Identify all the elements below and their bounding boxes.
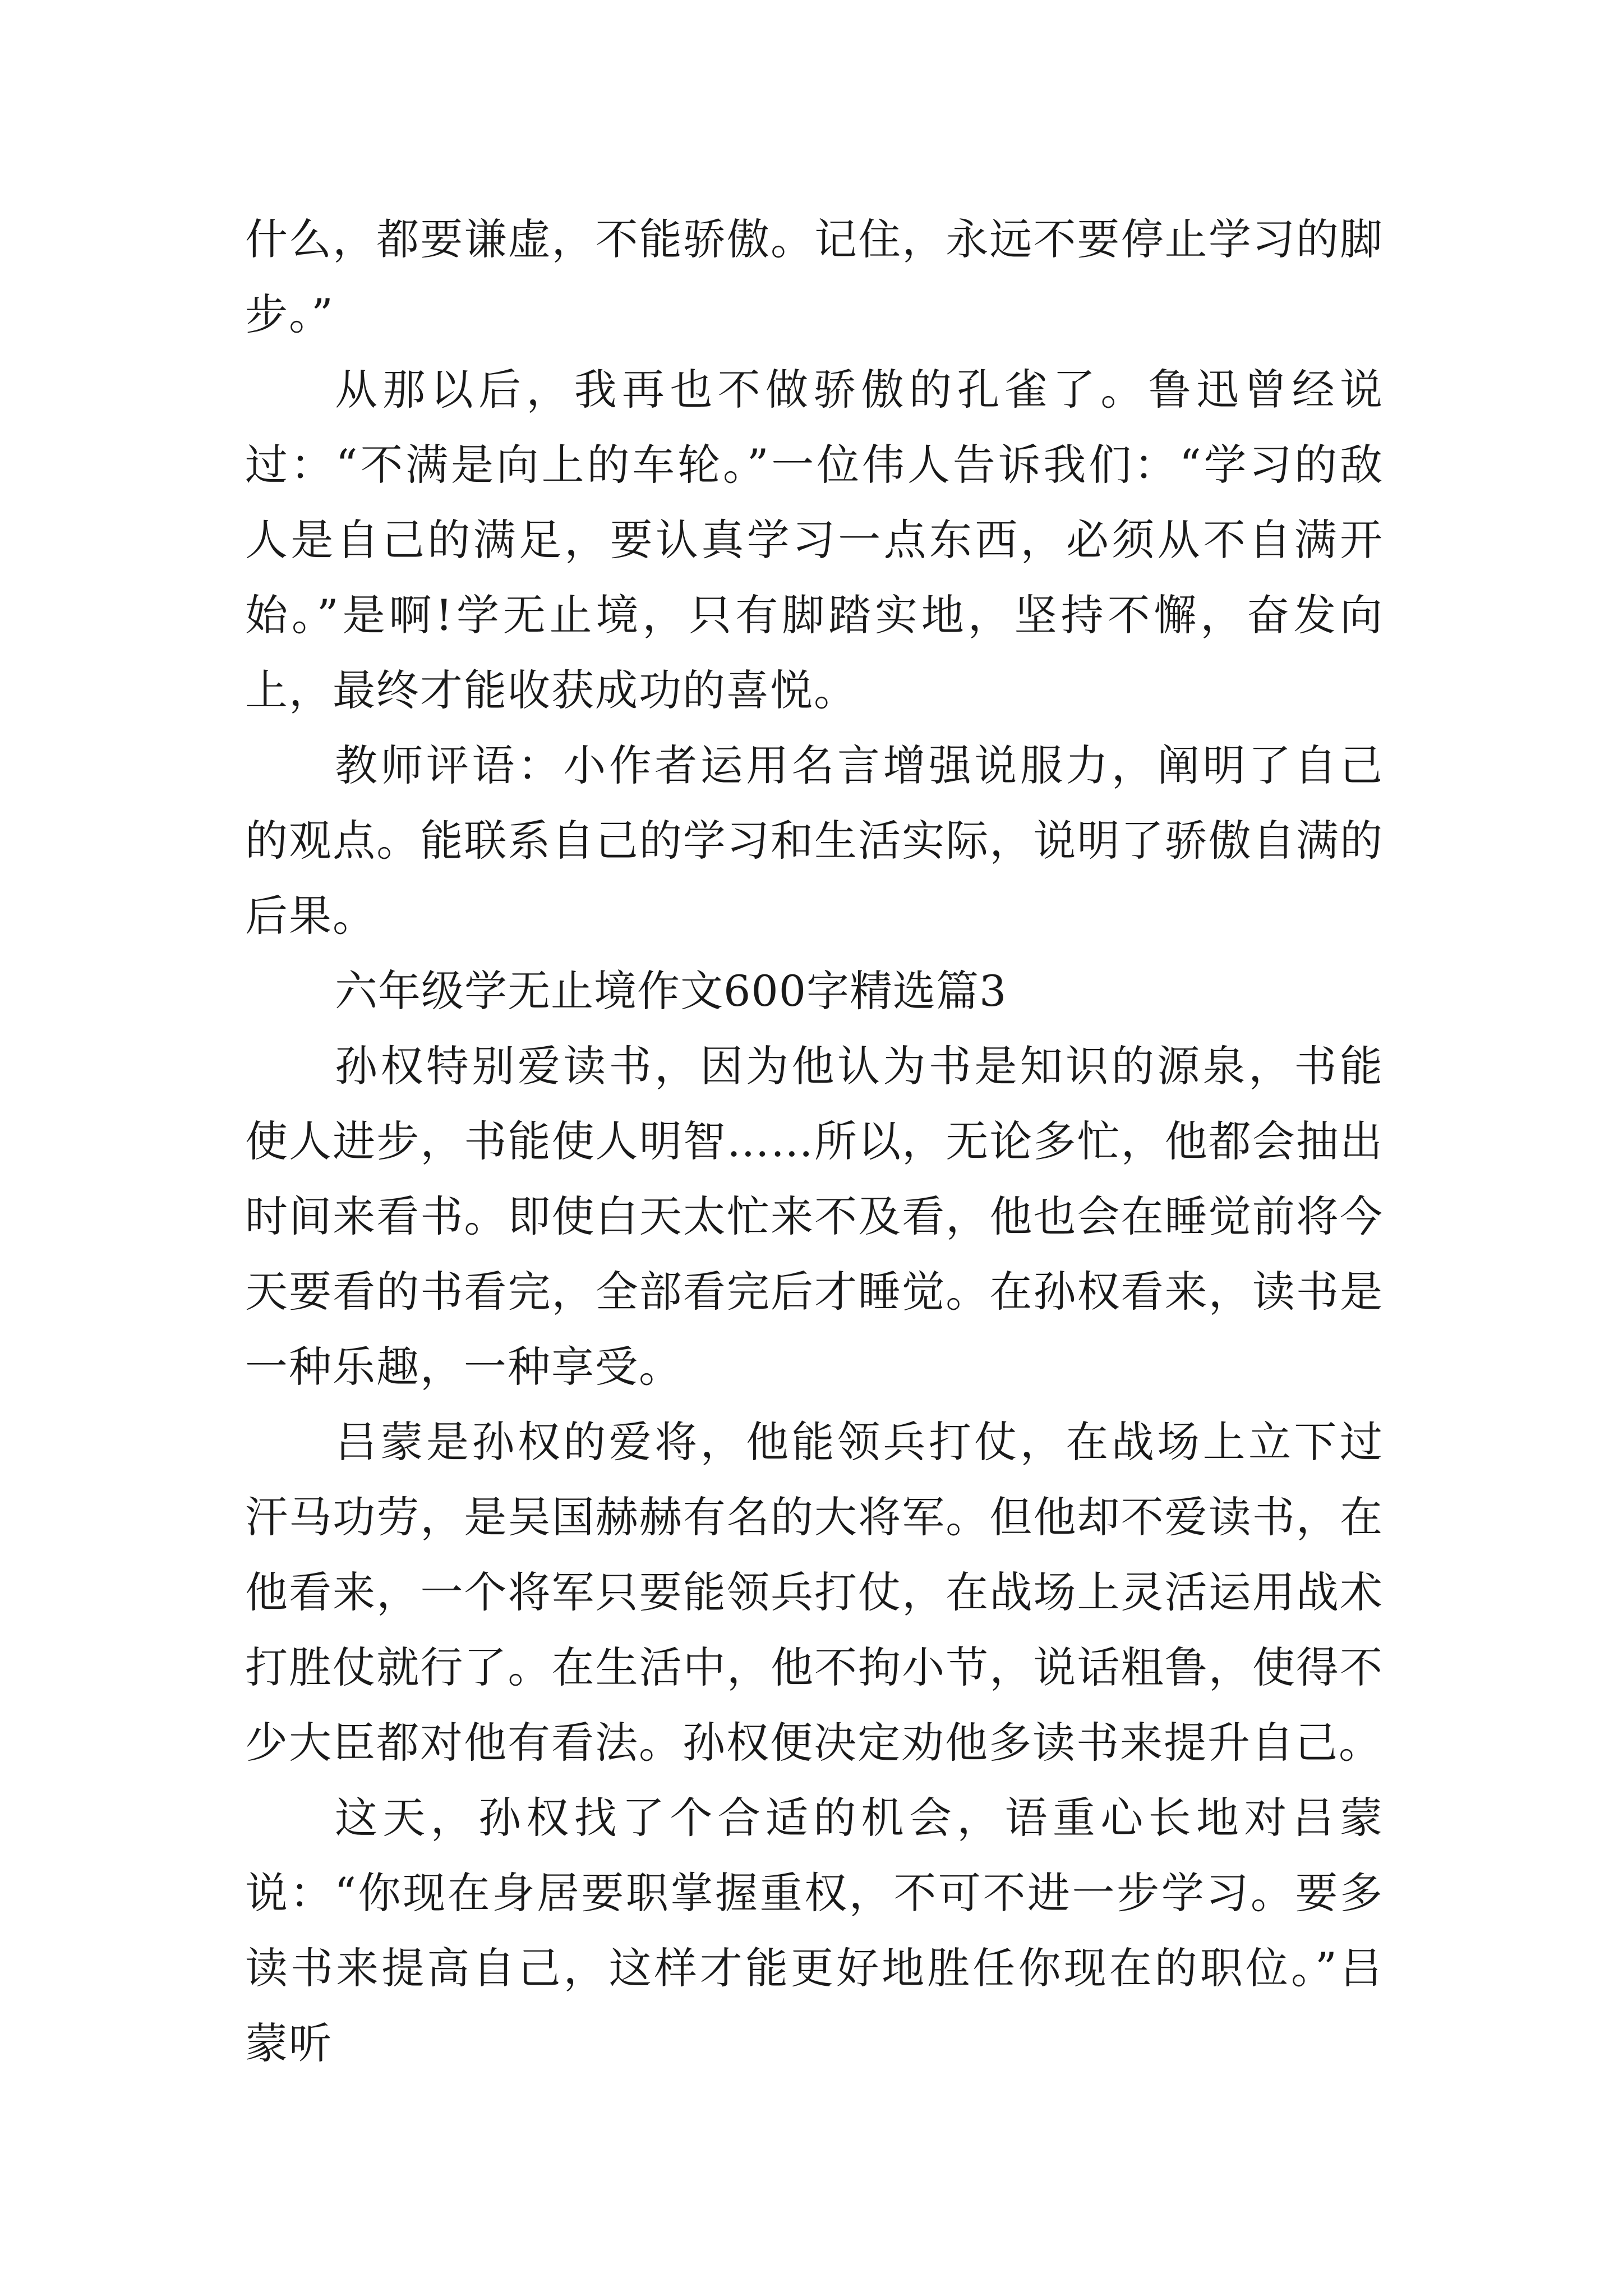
paragraph-teacher-comment: 教师评语：小作者运用名言增强说服力，阐明了自己的观点。能联系自己的学习和生活实际，说明了骄傲自满的后果。 (245, 740, 1384, 941)
paragraph-sunquan-reading: 孙权特别爱读书，因为他认为书是知识的源泉，书能使人进步，书能使人明智……所以，无论多忙，他都会抽出时间来看书。即使白天太忙来不及看，他也会在睡觉前将今天要看的书看完，全部看完后才睡觉。在孙权看来，读书是一种乐趣，一种享受。 (245, 1041, 1384, 1392)
paragraph-advice: 这天，孙权找了个合适的机会，语重心长地对吕蒙说：“你现在身居要职掌握重权，不可不进一步学习。要多读书来提高自己，这样才能更好地胜任你现在的职位。”吕蒙听 (245, 1793, 1384, 2068)
paragraph-continued: 什么，都要谦虚，不能骄傲。记住，永远不要停止学习的脚步。” (245, 214, 1384, 339)
paragraph-lvmeng: 吕蒙是孙权的爱将，他能领兵打仗，在战场上立下过汗马功劳，是吴国赫赫有名的大将军。但他却不爱读书，在他看来，一个将军只要能领兵打仗，在战场上灵活运用战术打胜仗就行了。在生活中，他不拘小节，说话粗鲁，使得不少大臣都对他有看法。孙权便决定劝他多读书来提升自己。 (245, 1417, 1384, 1768)
document-body (245, 202, 1384, 2081)
paragraph-peacock-conclusion: 从那以后，我再也不做骄傲的孔雀了。鲁迅曾经说过：“不满是向上的车轮。”一位伟人告诉我们：“学习的敌人是自己的满足，要认真学习一点东西，必须从不自满开始。”是啊!学无止境，只有脚踏实地，坚持不懈，奋发向上，最终才能收获成功的喜悦。 (245, 365, 1384, 715)
section-heading: 六年级学无止境作文600字精选篇3 (335, 966, 1007, 1016)
